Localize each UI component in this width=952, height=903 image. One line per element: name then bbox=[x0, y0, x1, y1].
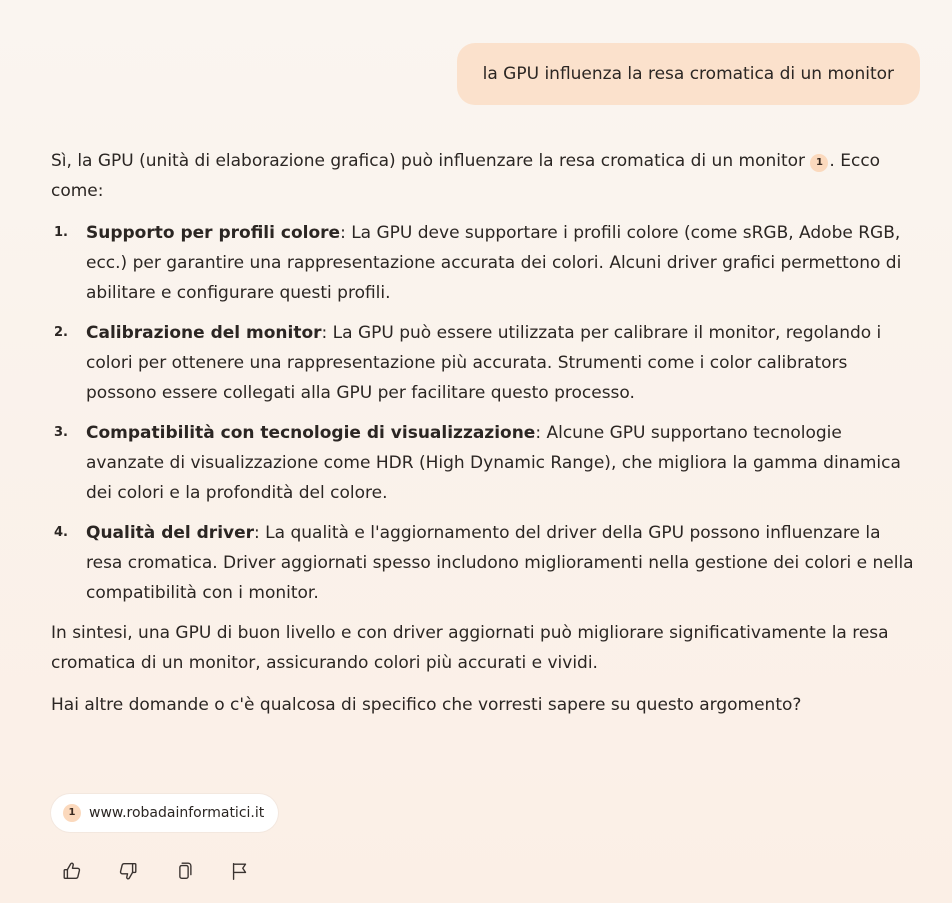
list-item bbox=[51, 318, 921, 408]
list-item-text: : La qualità e l'aggiornamento del driver della GPU possono influenzare la resa cromatica. Driver aggiornati spesso includono miglioramenti nella gestione dei colori e nella compatibilità con i monitor. bbox=[86, 523, 914, 603]
flag-icon bbox=[229, 860, 251, 882]
answer-list bbox=[51, 218, 921, 608]
source-link[interactable] bbox=[51, 794, 278, 832]
list-item-number: 1. bbox=[54, 225, 68, 240]
list-item-text: : La GPU può essere utilizzata per calibrare il monitor, regolando i colori per ottenere una rappresentazione più accurata. Strumenti come i color calibrators possono essere collegati alla GPU per facilitare questo processo. bbox=[86, 323, 882, 403]
list-item-title: Qualità del driver bbox=[86, 523, 255, 543]
user-message-bubble bbox=[457, 43, 920, 105]
answer-intro bbox=[51, 146, 921, 206]
list-item bbox=[51, 518, 921, 608]
thumbs-down-button[interactable] bbox=[114, 857, 142, 885]
list-item-number: 2. bbox=[54, 325, 68, 340]
source-number-badge: 1 bbox=[63, 804, 81, 822]
thumbs-up-button[interactable] bbox=[58, 857, 86, 885]
list-item-title: Calibrazione del monitor bbox=[86, 323, 322, 343]
thumbs-up-icon bbox=[61, 860, 83, 882]
source-domain: www.robadainformatici.it bbox=[89, 805, 265, 821]
list-item bbox=[51, 218, 921, 308]
answer-summary: In sintesi, una GPU di buon livello e con driver aggiornati può migliorare significativamente la resa cromatica di un monitor, assicurando colori più accurati e vividi. bbox=[51, 623, 889, 673]
intro-text-after: . Ecco come: bbox=[51, 151, 881, 201]
assistant-answer bbox=[51, 146, 921, 720]
list-item-text: : Alcune GPU supportano tecnologie avanzate di visualizzazione come HDR (High Dynamic Range), che migliora la gamma dinamica dei colori e la profondità del colore. bbox=[86, 423, 901, 503]
thumbs-down-icon bbox=[117, 860, 139, 882]
list-item bbox=[51, 418, 921, 508]
copy-button[interactable] bbox=[170, 857, 198, 885]
list-item-title: Compatibilità con tecnologie di visualizzazione bbox=[86, 423, 536, 443]
copy-icon bbox=[173, 860, 195, 882]
list-item-number: 3. bbox=[54, 425, 68, 440]
list-item-number: 4. bbox=[54, 525, 68, 540]
user-message-text: la GPU influenza la resa cromatica di un monitor bbox=[482, 64, 894, 84]
list-item-title: Supporto per profili colore bbox=[86, 223, 341, 243]
message-actions bbox=[58, 857, 254, 885]
answer-followup-question: Hai altre domande o c'è qualcosa di specifico che vorresti sapere su questo argomento? bbox=[51, 695, 802, 715]
flag-button[interactable] bbox=[226, 857, 254, 885]
citation-badge[interactable]: 1 bbox=[810, 154, 828, 172]
intro-text: Sì, la GPU (unità di elaborazione grafica) può influenzare la resa cromatica di un monitor bbox=[51, 151, 811, 171]
list-item-text: : La GPU deve supportare i profili colore (come sRGB, Adobe RGB, ecc.) per garantire una rappresentazione accurata dei colori. Alcuni driver grafici permettono di abilitare e configurare questi profili. bbox=[86, 223, 902, 303]
